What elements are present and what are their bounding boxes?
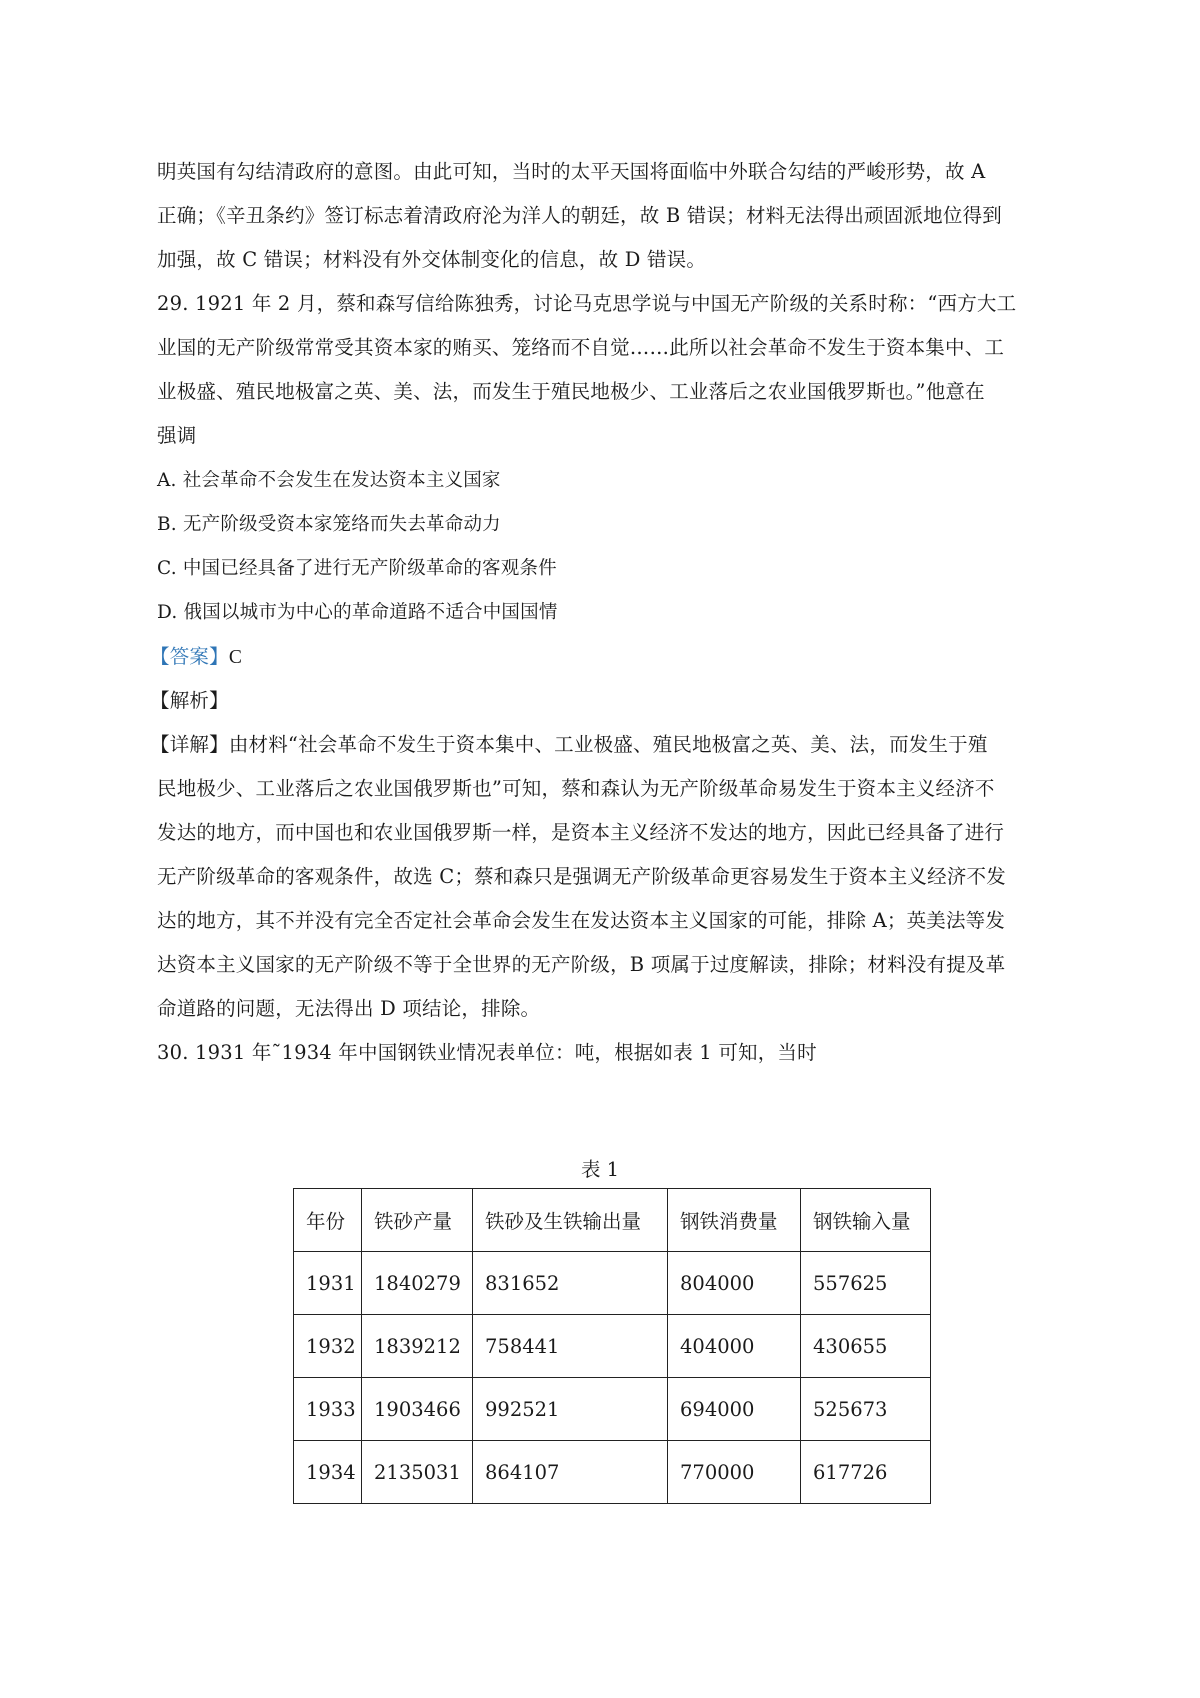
table-caption: 表 1 — [580, 1158, 620, 1181]
option-a: A. 社会革命不会发生在发达资本主义国家 — [157, 470, 501, 491]
table-header-cell: 钢铁消费量 — [668, 1189, 801, 1252]
table-row — [294, 1252, 931, 1315]
table-cell: 804000 — [668, 1252, 801, 1315]
table-cell: 1931 — [294, 1252, 362, 1315]
table-cell: 525673 — [801, 1378, 931, 1441]
answer-tag: 【答案】 — [150, 645, 229, 668]
table-row — [294, 1441, 931, 1504]
question-29-stem: 业国的无产阶级常常受其资本家的贿买、笼络而不自觉……此所以社会革命不发生于资本集中、工 — [157, 336, 1005, 359]
table-cell: 1934 — [294, 1441, 362, 1504]
question-29-stem: 29. 1921 年 2 月，蔡和森写信给陈独秀，讨论马克思学说与中国无产阶级的关系时称：“西方大工 — [157, 292, 1017, 315]
table-header-cell: 铁砂及生铁输出量 — [473, 1189, 668, 1252]
table-cell: 831652 — [473, 1252, 668, 1315]
detail-line — [150, 730, 1050, 760]
table-cell: 694000 — [668, 1378, 801, 1441]
option-b: B. 无产阶级受资本家笼络而失去革命动力 — [157, 514, 501, 535]
prev-explanation-line: 加强，故 C 错误；材料没有外交体制变化的信息，故 D 错误。 — [157, 248, 707, 271]
table-header-cell: 年份 — [294, 1189, 362, 1252]
table-header-row — [294, 1189, 931, 1252]
detail-line: 达资本主义国家的无产阶级不等于全世界的无产阶级，B 项属于过度解读，排除；材料没有提及革 — [157, 953, 1006, 976]
prev-explanation-line: 正确；《辛丑条约》签订标志着清政府沦为洋人的朝廷，故 B 错误；材料无法得出顽固派地位得到 — [157, 204, 1002, 227]
table-cell: 770000 — [668, 1441, 801, 1504]
table-cell: 1933 — [294, 1378, 362, 1441]
table-cell: 992521 — [473, 1378, 668, 1441]
detail-line: 命道路的问题，无法得出 D 项结论，排除。 — [157, 997, 541, 1020]
table-cell: 2135031 — [362, 1441, 473, 1504]
table-cell: 1932 — [294, 1315, 362, 1378]
option-c: C. 中国已经具备了进行无产阶级革命的客观条件 — [157, 558, 557, 579]
table-row — [294, 1378, 931, 1441]
table-cell: 864107 — [473, 1441, 668, 1504]
answer-line — [150, 642, 1050, 673]
question-30-stem: 30. 1931 年˜1934 年中国钢铁业情况表单位：吨，根据如表 1 可知，当时 — [157, 1041, 817, 1064]
analysis-tag: 【解析】 — [150, 689, 229, 712]
detail-line: 民地极少、工业落后之农业国俄罗斯也”可知，蔡和森认为无产阶级革命易发生于资本主义经济不 — [157, 777, 995, 800]
table-cell: 557625 — [801, 1252, 931, 1315]
option-d: D. 俄国以城市为中心的革命道路不适合中国国情 — [157, 602, 558, 623]
table-cell: 404000 — [668, 1315, 801, 1378]
prev-explanation-line: 明英国有勾结清政府的意图。由此可知，当时的太平天国将面临中外联合勾结的严峻形势，故 A — [157, 160, 986, 183]
table-cell: 1839212 — [362, 1315, 473, 1378]
table-header-cell: 钢铁输入量 — [801, 1189, 931, 1252]
detail-tag: 【详解】 — [150, 733, 229, 756]
steel-industry-table — [293, 1188, 931, 1504]
question-29-stem: 业极盛、殖民地极富之英、美、法，而发生于殖民地极少、工业落后之农业国俄罗斯也。”他意在 — [157, 380, 985, 403]
table-header-cell: 铁砂产量 — [362, 1189, 473, 1252]
table-row — [294, 1315, 931, 1378]
answer-value: C — [228, 647, 243, 668]
detail-line: 达的地方，其不并没有完全否定社会革命会发生在发达资本主义国家的可能，排除 A；英美法等发 — [157, 909, 1006, 932]
table-cell: 430655 — [801, 1315, 931, 1378]
table-cell: 1840279 — [362, 1252, 473, 1315]
table-cell: 758441 — [473, 1315, 668, 1378]
detail-line: 发达的地方，而中国也和农业国俄罗斯一样，是资本主义经济不发达的地方，因此已经具备了进行 — [157, 821, 1005, 844]
detail-line: 无产阶级革命的客观条件，故选 C；蔡和森只是强调无产阶级革命更容易发生于资本主义经济不发 — [157, 865, 1006, 888]
question-29-stem: 强调 — [157, 424, 197, 447]
detail-text: 由材料“社会革命不发生于资本集中、工业极盛、殖民地极富之英、美、法，而发生于殖 — [228, 733, 988, 756]
table-cell: 617726 — [801, 1441, 931, 1504]
table-cell: 1903466 — [362, 1378, 473, 1441]
